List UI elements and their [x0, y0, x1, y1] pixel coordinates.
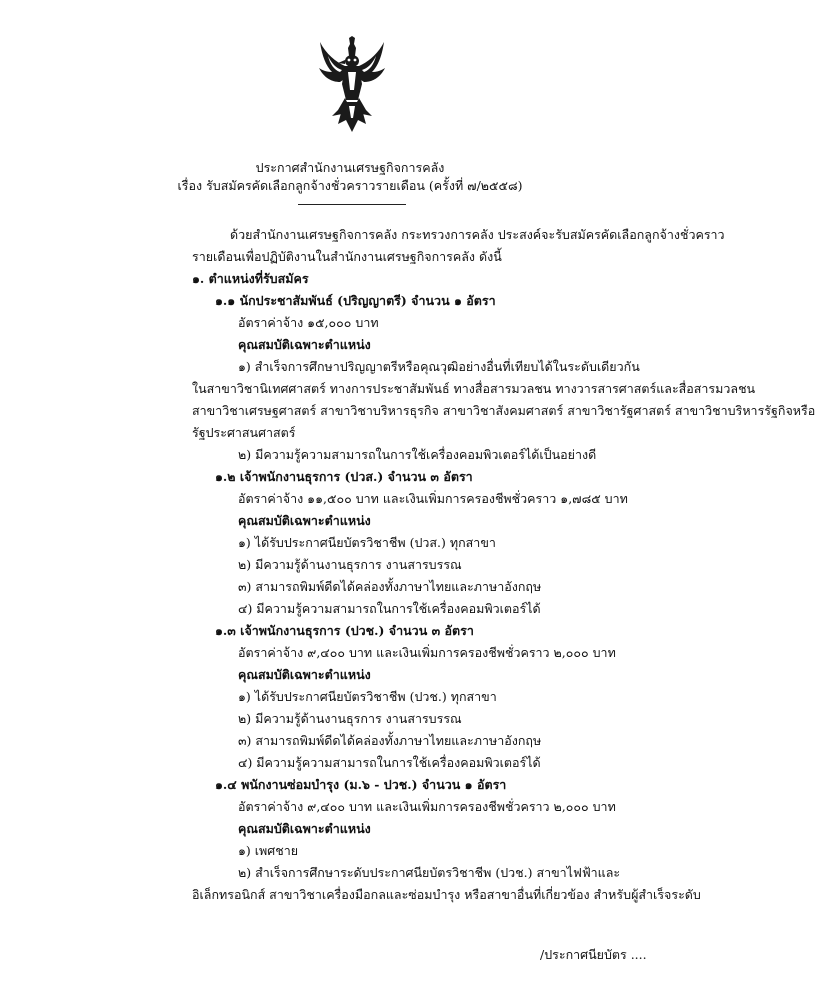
section-heading-positions: ๑. ตำแหน่งที่รับสมัคร — [192, 271, 309, 286]
qualification-item: ๒) สำเร็จการศึกษาระดับประกาศนียบัตรวิชาชีพ (ปวช.) สาขาไฟฟ้าและ — [238, 865, 621, 880]
qualification-item: ๒) มีความรู้ด้านงานธุรการ งานสารบรรณ — [238, 711, 462, 726]
qualification-heading: คุณสมบัติเฉพาะตำแหน่ง — [238, 513, 371, 528]
qualification-heading: คุณสมบัติเฉพาะตำแหน่ง — [238, 667, 371, 682]
position-title: ๑.๓ เจ้าพนักงานธุรการ (ปวช.) จำนวน ๓ อัตรา — [215, 623, 474, 638]
position-title: ๑.๑ นักประชาสัมพันธ์ (ปริญญาตรี) จำนวน ๑ อัตรา — [215, 293, 496, 308]
intro-line-2: รายเดือนเพื่อปฏิบัติงานในสำนักงานเศรษฐกิจการคลัง ดังนี้ — [192, 249, 502, 264]
qualification-item-cont: อิเล็กทรอนิกส์ สาขาวิชาเครื่องมือกลและซ่อมบำรุง หรือสาขาอื่นที่เกี่ยวข้อง สำหรับผู้สำเร็จระดับ — [192, 887, 701, 902]
position-title: ๑.๒ เจ้าพนักงานธุรการ (ปวส.) จำนวน ๓ อัตรา — [215, 469, 473, 484]
qualification-item: ๑) ได้รับประกาศนียบัตรวิชาชีพ (ปวส.) ทุกสาขา — [238, 535, 496, 550]
intro-line-1: ด้วยสำนักงานเศรษฐกิจการคลัง กระทรวงการคลัง ประสงค์จะรับสมัครคัดเลือกลูกจ้างชั่วคราว — [230, 227, 725, 242]
qualification-item: ๔) มีความรู้ความสามารถในการใช้เครื่องคอมพิวเตอร์ได้ — [238, 755, 541, 770]
position-wage: อัตราค่าจ้าง ๑๕,๐๐๐ บาท — [238, 315, 379, 330]
qualification-item: ๑) เพศชาย — [238, 843, 299, 858]
qualification-item: ๓) สามารถพิมพ์ดีดได้คล่องทั้งภาษาไทยและภาษาอังกฤษ — [238, 579, 542, 594]
position-wage: อัตราค่าจ้าง ๙,๔๐๐ บาท และเงินเพิ่มการครองชีพชั่วคราว ๒,๐๐๐ บาท — [238, 645, 616, 660]
garuda-emblem-icon — [318, 36, 386, 136]
continuation-note: /ประกาศนียบัตร .... — [540, 947, 647, 962]
qualification-item: ๒) มีความรู้ความสามารถในการใช้เครื่องคอมพิวเตอร์ได้เป็นอย่างดี — [238, 447, 597, 462]
qualification-item: ๑) ได้รับประกาศนียบัตรวิชาชีพ (ปวช.) ทุกสาขา — [238, 689, 497, 704]
qualification-item: ๓) สามารถพิมพ์ดีดได้คล่องทั้งภาษาไทยและภาษาอังกฤษ — [238, 733, 542, 748]
qualification-item: ๑) สำเร็จการศึกษาปริญญาตรีหรือคุณวุฒิอย่างอื่นที่เทียบได้ในระดับเดียวกัน — [238, 359, 640, 374]
announcement-title: ประกาศสำนักงานเศรษฐกิจการคลัง — [255, 160, 445, 175]
position-wage: อัตราค่าจ้าง ๑๑,๕๐๐ บาท และเงินเพิ่มการครองชีพชั่วคราว ๑,๗๘๕ บาท — [238, 491, 628, 506]
qualification-item: ๒) มีความรู้ด้านงานธุรการ งานสารบรรณ — [238, 557, 462, 572]
position-wage: อัตราค่าจ้าง ๙,๔๐๐ บาท และเงินเพิ่มการครองชีพชั่วคราว ๒,๐๐๐ บาท — [238, 799, 616, 814]
qualification-item-cont: รัฐประศาสนศาสตร์ — [192, 425, 296, 440]
qualification-item-cont: ในสาขาวิชานิเทศศาสตร์ ทางการประชาสัมพันธ์ ทางสื่อสารมวลชน ทางวารสารศาสตร์และสื่อสารมวลชน — [192, 381, 756, 396]
title-divider — [298, 204, 406, 205]
position-title: ๑.๔ พนักงานซ่อมบำรุง (ม.๖ - ปวช.) จำนวน ๑ อัตรา — [215, 777, 507, 792]
qualification-item: ๔) มีความรู้ความสามารถในการใช้เครื่องคอมพิวเตอร์ได้ — [238, 601, 541, 616]
qualification-heading: คุณสมบัติเฉพาะตำแหน่ง — [238, 821, 371, 836]
qualification-item-cont: สาขาวิชาเศรษฐศาสตร์ สาขาวิชาบริหารธุรกิจ สาขาวิชาสังคมศาสตร์ สาขาวิชารัฐศาสตร์ สาขาวิชาบริหารรัฐกิจหรือ — [192, 403, 815, 418]
announcement-subject: เรื่อง รับสมัครคัดเลือกลูกจ้างชั่วคราวรายเดือน (ครั้งที่ ๗/๒๕๕๘) — [177, 178, 523, 193]
qualification-heading: คุณสมบัติเฉพาะตำแหน่ง — [238, 337, 371, 352]
